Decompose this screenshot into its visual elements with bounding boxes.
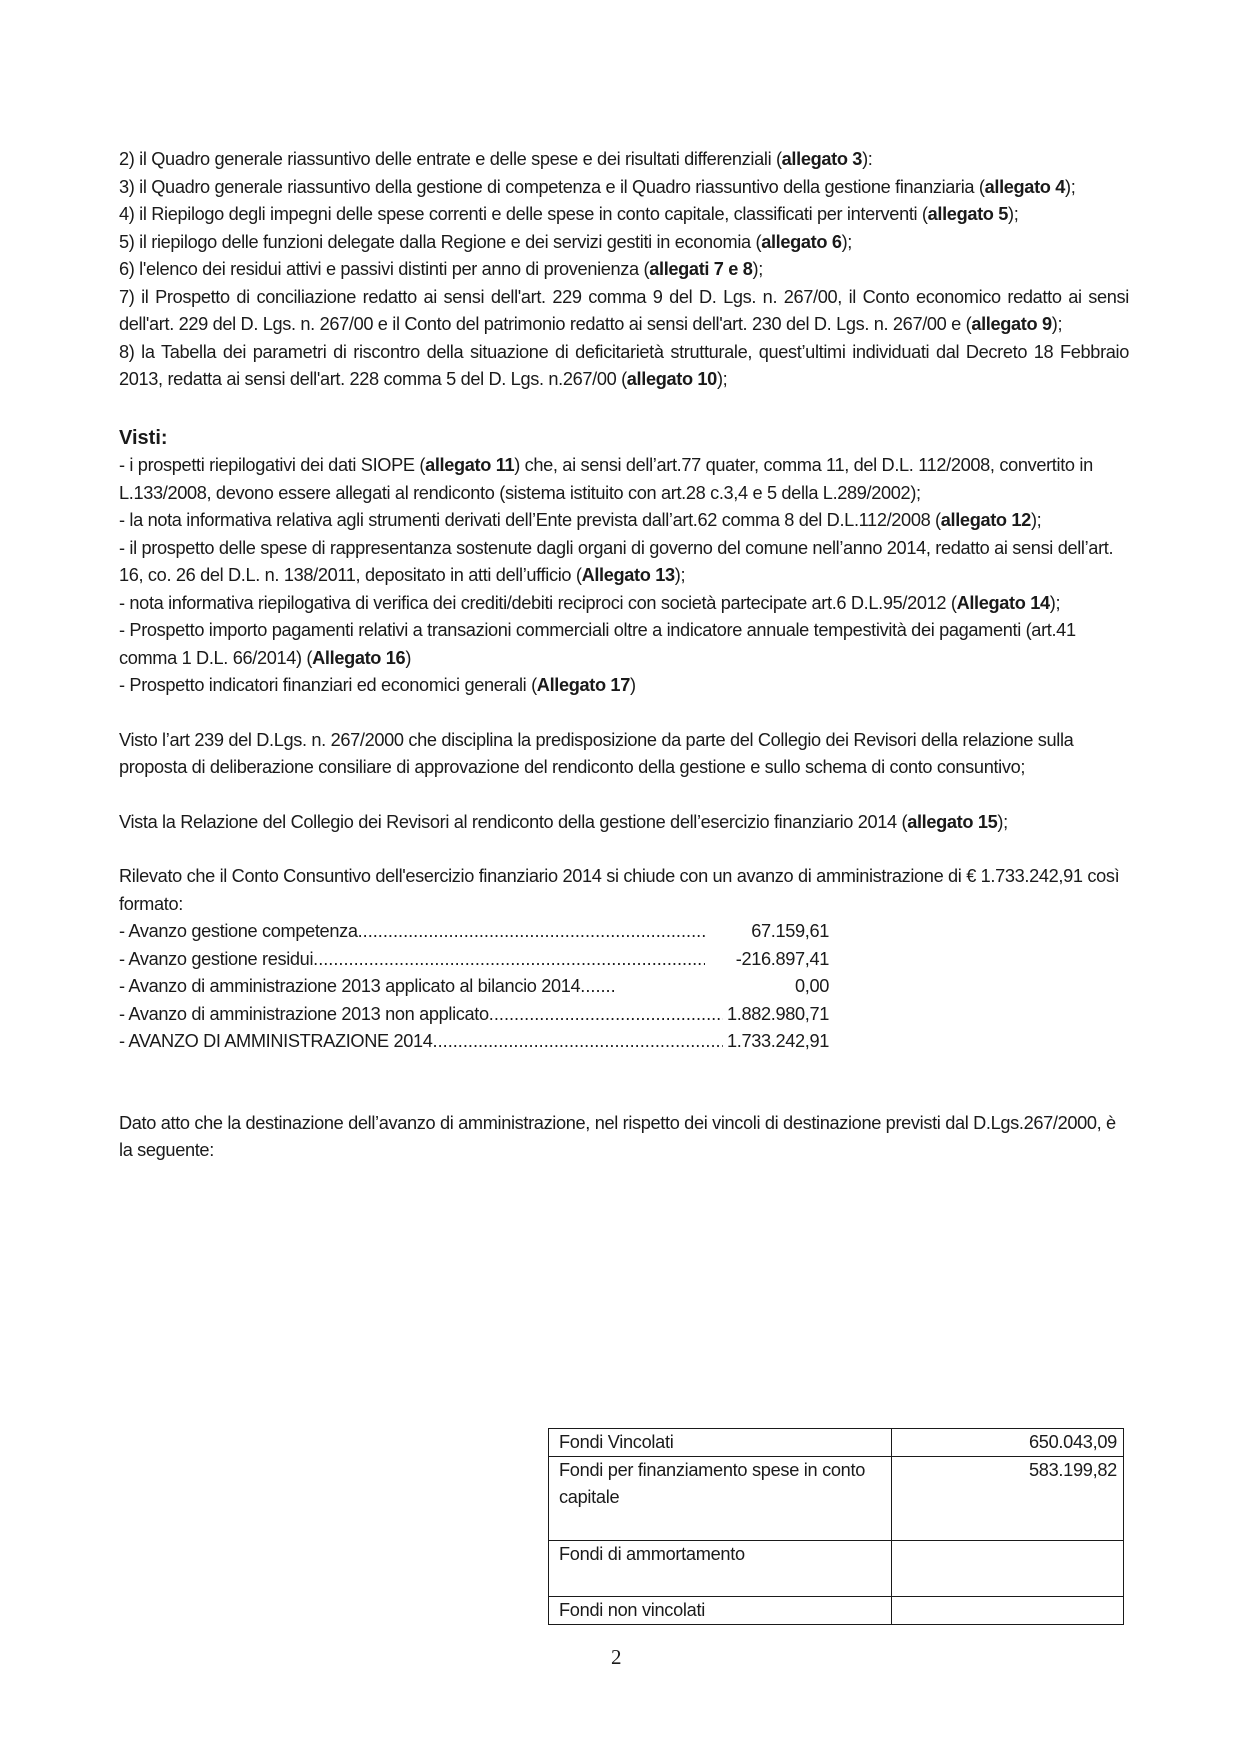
ledger-row: - Avanzo gestione competenza ..... 67.159,61 bbox=[119, 918, 829, 946]
spacer bbox=[119, 394, 1129, 421]
table-cell-label: Fondi Vincolati bbox=[549, 1429, 892, 1457]
list-item-7: 7) il Prospetto di conciliazione redatto ai sensi dell'art. 229 comma 9 del D. Lgs. n. 267/00, il Conto economico redatto ai sensi dell'art. 229 del D. Lgs. n. 267/00 e il Conto del patrimonio redatto ai sensi dell'art. 230 del D. Lgs. n. 267/00 e (allegato 9); bbox=[119, 286, 1129, 334]
list-item-3: 3) il Quadro generale riassuntivo della gestione di competenza e il Quadro riassuntivo della gestione finanziaria (allegato 4); bbox=[119, 176, 1076, 197]
leader-dots bbox=[433, 1028, 723, 1056]
visti-item: - il prospetto delle spese di rappresentanza sostenute dagli organi di governo del comune nell’anno 2014, redatto ai sensi dell’art. 16, co. 26 del D.L. n. 138/2011, depositato in atti dell’ufficio (Allegato 13); bbox=[119, 537, 1114, 585]
table-row bbox=[549, 1541, 1124, 1597]
visti-item: - nota informativa riepilogativa di verifica dei crediti/debiti reciproci con società partecipate art.6 D.L.95/2012 (Allegato 14); bbox=[119, 592, 1061, 613]
table-row bbox=[549, 1457, 1124, 1541]
page-number: 2 bbox=[611, 1645, 622, 1669]
visti-item: - la nota informativa relativa agli strumenti derivati dell’Ente prevista dall’art.62 comma 8 del D.L.112/2008 (allegato 12); bbox=[119, 510, 1042, 530]
visti-item: - Prospetto importo pagamenti relativi a transazioni commerciali oltre a indicatore annuale tempestività dei pagamenti (art.41 comma 1 D.L. 66/2014) (Allegato 16) bbox=[119, 620, 1076, 668]
table-cell-label: Fondi di ammortamento bbox=[549, 1541, 892, 1597]
list-item-8: 8) la Tabella dei parametri di riscontro della situazione di deficitarietà strutturale, quest’ultimi individuati dal Decreto 18 Febbraio 2013, redatta ai sensi dell'art. 228 comma 5 del D. Lgs. n.267/00 (allegato 10); bbox=[119, 341, 1129, 389]
leader-dots bbox=[313, 946, 705, 974]
table-row bbox=[549, 1597, 1124, 1625]
spacer bbox=[119, 782, 1129, 809]
list-item-2: 2) il Quadro generale riassuntivo delle entrate e delle spese e dei risultati differenziali (allegato 3): bbox=[119, 149, 873, 169]
list-item-5: 5) il riepilogo delle funzioni delegate dalla Regione e dei servizi gestiti in economia (allegato 6); bbox=[119, 231, 853, 252]
leader-dots bbox=[489, 1001, 723, 1029]
ledger-row: - Avanzo di amministrazione 2013 non applicato ..... 1.882.980,71 bbox=[119, 1001, 829, 1029]
visti-item: - i prospetti riepilogativi dei dati SIOPE (allegato 11) che, ai sensi dell’art.77 quater, comma 11, del D.L. 112/2008, convertito in L.133/2008, devono essere allegati al rendiconto (sistema istituito con art.28 c.3,4 e 5 della L.289/2002); bbox=[119, 455, 1093, 503]
table-cell-label: Fondi non vincolati bbox=[549, 1597, 892, 1625]
dato-atto-paragraph: Dato atto che la destinazione dell’avanzo di amministrazione, nel rispetto dei vincoli di destinazione previsti dal D.Lgs.267/2000, è la seguente: bbox=[119, 1112, 1116, 1160]
table-cell-value bbox=[892, 1597, 1124, 1625]
rilevato-paragraph: Rilevato che il Conto Consuntivo dell'esercizio finanziario 2014 si chiude con un avanzo di amministrazione di € 1.733.242,91 così formato: bbox=[119, 866, 1120, 914]
ledger-row: - AVANZO DI AMMINISTRAZIONE 2014 ..... 1.733.242,91 bbox=[119, 1028, 829, 1056]
document-page bbox=[119, 146, 1129, 1165]
destination-table bbox=[548, 1428, 1124, 1625]
visto-art-paragraph: Visto l’art 239 del D.Lgs. n. 267/2000 che disciplina la predisposizione da parte del Collegio dei Revisori della relazione sulla proposta di deliberazione consiliare di approvazione del rendiconto della gestione e sullo schema di conto consuntivo; bbox=[119, 729, 1074, 777]
ledger-row: - Avanzo di amministrazione 2013 applicato al bilancio 2014 ..... 0,00 bbox=[119, 973, 829, 1001]
spacer bbox=[119, 700, 1129, 727]
table-cell-value bbox=[892, 1541, 1124, 1597]
visti-item: - Prospetto indicatori finanziari ed economici generali (Allegato 17) bbox=[119, 675, 636, 695]
list-item-4: 4) il Riepilogo degli impegni delle spese correnti e delle spese in conto capitale, classificati per interventi (allegato 5); bbox=[119, 204, 1019, 224]
spacer bbox=[119, 836, 1129, 863]
spacer bbox=[119, 1056, 1129, 1083]
table-cell-value: 650.043,09 bbox=[892, 1429, 1124, 1457]
table-row bbox=[549, 1429, 1124, 1457]
vista-relazione-paragraph: Vista la Relazione del Collegio dei Revisori al rendiconto della gestione dell’esercizio finanziario 2014 (allegato 15); bbox=[119, 811, 1008, 832]
list-item-6: 6) l'elenco dei residui attivi e passivi distinti per anno di provenienza (allegati 7 e 8); bbox=[119, 259, 763, 279]
spacer bbox=[119, 1083, 1129, 1110]
visti-heading: Visti: bbox=[119, 426, 168, 449]
table-cell-value: 583.199,82 bbox=[892, 1457, 1124, 1541]
leader-dots bbox=[580, 973, 616, 1001]
table-cell-label: Fondi per finanziamento spese in conto capitale bbox=[549, 1457, 892, 1541]
ledger-row: - Avanzo gestione residui ..... -216.897,41 bbox=[119, 946, 829, 974]
leader-dots bbox=[358, 918, 705, 946]
avanzo-breakdown bbox=[119, 918, 1129, 1056]
